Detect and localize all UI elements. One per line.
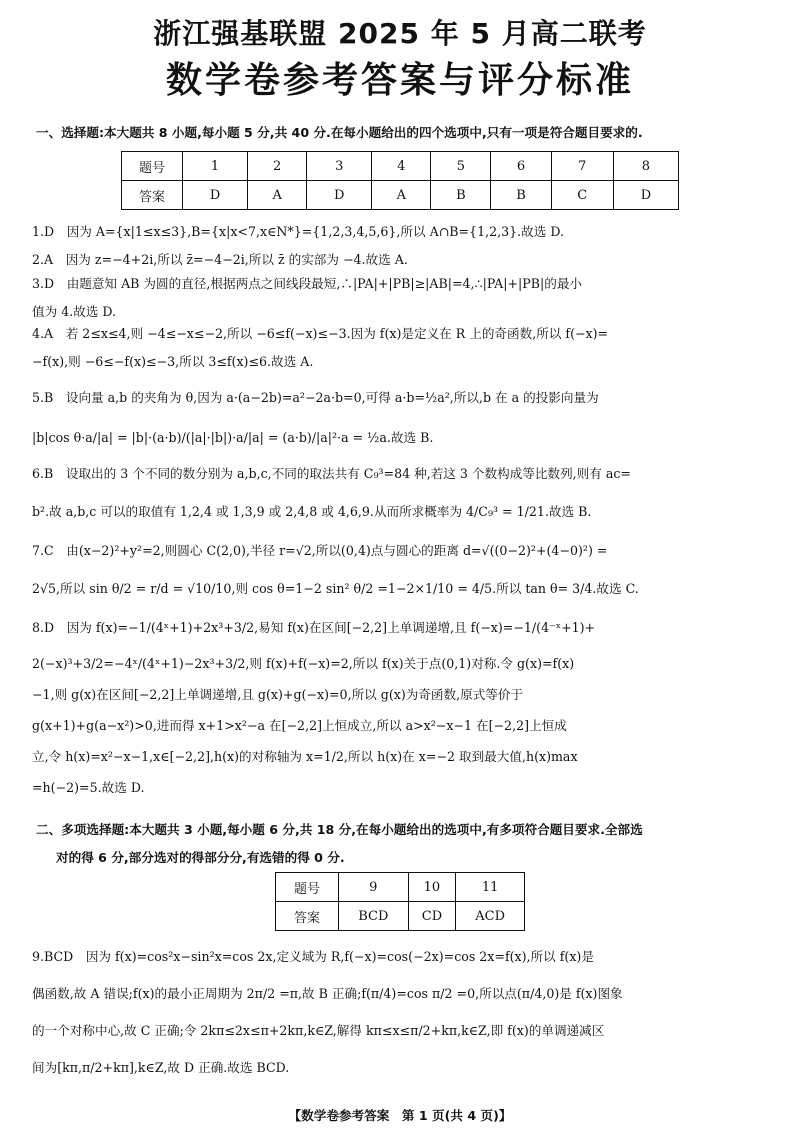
section2-heading-line1: 二、多项选择题:本大题共 3 小题,每小题 6 分,共 18 分,在每小题给出的选项中,有多项符合题目要求.全部选 (36, 822, 643, 837)
table-cell: ACD (456, 902, 525, 931)
solution-line: 值为 4.故选 D. (32, 303, 117, 319)
exam-title: 浙江强基联盟 2025 年 5 月高二联考 (153, 17, 647, 50)
solution-8 (32, 612, 770, 803)
table-cell: BCD (339, 902, 409, 931)
solution-line: −f(x),则 −6≤−f(x)≤−3,所以 3≤f(x)≤6.故选 A. (32, 353, 314, 369)
table-cell: 9 (339, 873, 409, 902)
table-row (276, 873, 525, 902)
table-cell: A (372, 181, 431, 210)
table-row (276, 902, 525, 931)
section1-heading-text: 一、选择题:本大题共 8 小题,每小题 5 分,共 40 分.在每小题给出的四个选项中,只有一项是符合题目要求的. (36, 125, 643, 140)
solution-line: 2(−x)³+3/2=−4ˣ/(4ˣ+1)−2x³+3/2,则 f(x)+f(−x)=2,所以 f(x)关于点(0,1)对称.令 g(x)=f(x) (32, 656, 575, 671)
table-cell: B (491, 181, 551, 210)
solution-7 (32, 534, 770, 606)
table-cell: 1 (183, 152, 248, 181)
answer-table-1 (121, 151, 679, 210)
page-footer: 【数学卷参考答案 第 1 页(共 4 页)】 (288, 1108, 512, 1123)
table-cell: 7 (551, 152, 613, 181)
table-header-cell: 答案 (276, 902, 339, 931)
table-cell: C (551, 181, 613, 210)
solution-line: 7.C 由(x−2)²+y²=2,则圆心 C(2,0),半径 r=√2,所以(0,4)点与圆心的距离 d=√((0−2)²+(4−0)²) = (32, 543, 608, 558)
table-cell: CD (408, 902, 456, 931)
solution-line: 的一个对称中心,故 C 正确;令 2kπ≤2x≤π+2kπ,k∈Z,解得 kπ≤x≤π/2+kπ,k∈Z,即 f(x)的单调递减区 (32, 1023, 605, 1038)
table-header-cell: 答案 (122, 181, 183, 210)
table-cell: 2 (248, 152, 307, 181)
solution-3 (32, 270, 770, 325)
section2-heading (36, 816, 776, 872)
table-cell: A (248, 181, 307, 210)
solution-5 (32, 381, 770, 455)
table-cell: D (613, 181, 678, 210)
table-row (122, 181, 679, 210)
answer-table-2 (275, 872, 525, 931)
solution-line: −1,则 g(x)在区间[−2,2]上单调递增,且 g(x)+g(−x)=0,所以 g(x)为奇函数,原式等价于 (32, 687, 524, 702)
table-cell: B (431, 181, 491, 210)
table-cell: 10 (408, 873, 456, 902)
table-cell: 5 (431, 152, 491, 181)
table-cell: D (183, 181, 248, 210)
solution-line: 偶函数,故 A 错误;f(x)的最小正周期为 2π/2 =π,故 B 正确;f(π/4)=cos π/2 =0,所以点(π/4,0)是 f(x)图象 (32, 986, 623, 1001)
table-cell: 4 (372, 152, 431, 181)
table-cell: 11 (456, 873, 525, 902)
solution-line: 1.D 因为 A={x|1≤x≤3},B={x|x<7,x∈N*}={1,2,3,4,5,6},所以 A∩B={1,2,3}.故选 D. (32, 224, 564, 239)
solution-line: 间为[kπ,π/2+kπ],k∈Z,故 D 正确.故选 BCD. (32, 1060, 290, 1075)
solution-line: b².故 a,b,c 可以的取值有 1,2,4 或 1,3,9 或 2,4,8 或 4,6,9.从而所求概率为 4/C₉³ = 1/21.故选 B. (32, 504, 592, 519)
solution-line: 4.A 若 2≤x≤4,则 −4≤−x≤−2,所以 −6≤f(−x)≤−3.因为 f(x)是定义在 R 上的奇函数,所以 f(−x)= (32, 326, 609, 341)
section1-heading (36, 119, 776, 147)
solution-line: 9.BCD 因为 f(x)=cos²x−sin²x=cos 2x,定义域为 R,f(−x)=cos(−2x)=cos 2x=f(x),所以 f(x)是 (32, 949, 594, 964)
table-row (122, 152, 679, 181)
solution-4 (32, 320, 770, 375)
solution-line: 5.B 设向量 a,b 的夹角为 θ,因为 a·(a−2b)=a²−2a·b=0,可得 a·b=½a²,所以,b 在 a 的投影向量为 (32, 390, 599, 405)
solution-line: 8.D 因为 f(x)=−1/(4ˣ+1)+2x³+3/2,易知 f(x)在区间[−2,2]上单调递增,且 f(−x)=−1/(4⁻ˣ+1)+ (32, 620, 596, 635)
solution-line: g(x+1)+g(a−x²)>0,进而得 x+1>x²−a 在[−2,2]上恒成立,所以 a>x²−x−1 在[−2,2]上恒成 (32, 718, 567, 733)
solution-line: |b|cos θ·a/|a| = |b|·(a·b)/(|a|·|b|)·a/|a| = (a·b)/|a|²·a = ½a.故选 B. (32, 430, 434, 445)
solution-6 (32, 458, 770, 528)
document-title: 数学卷参考答案与评分标准 (165, 60, 634, 101)
solution-line: 6.B 设取出的 3 个不同的数分别为 a,b,c,不同的取法共有 C₉³=84 种,若这 3 个数构成等比数列,则有 ac= (32, 466, 631, 481)
solution-line: 立,令 h(x)=x²−x−1,x∈[−2,2],h(x)的对称轴为 x=1/2,所以 h(x)在 x=−2 取到最大值,h(x)max (32, 749, 578, 764)
solution-1 (32, 218, 770, 246)
table-cell: D (307, 181, 372, 210)
table-header-cell: 题号 (276, 873, 339, 902)
solution-line: 2√5,所以 sin θ/2 = r/d = √10/10,则 cos θ=1−2 sin² θ/2 =1−2×1/10 = 4/5.所以 tan θ= 3/4.故选 C. (32, 581, 639, 596)
table-cell: 8 (613, 152, 678, 181)
solution-line: 3.D 由题意知 AB 为圆的直径,根据两点之间线段最短,∴|PA|+|PB|≥|AB|=4,∴|PA|+|PB|的最小 (32, 276, 583, 291)
table-cell: 3 (307, 152, 372, 181)
solution-line: 2.A 因为 z=−4+2i,所以 z̄=−4−2i,所以 z̄ 的实部为 −4.故选 A. (32, 252, 408, 267)
solution-9 (32, 940, 770, 1084)
table-header-cell: 题号 (122, 152, 183, 181)
section2-heading-line2: 对的得 6 分,部分选对的得部分分,有选错的得 0 分. (56, 850, 345, 865)
table-cell: 6 (491, 152, 551, 181)
solution-line: =h(−2)=5.故选 D. (32, 780, 145, 795)
